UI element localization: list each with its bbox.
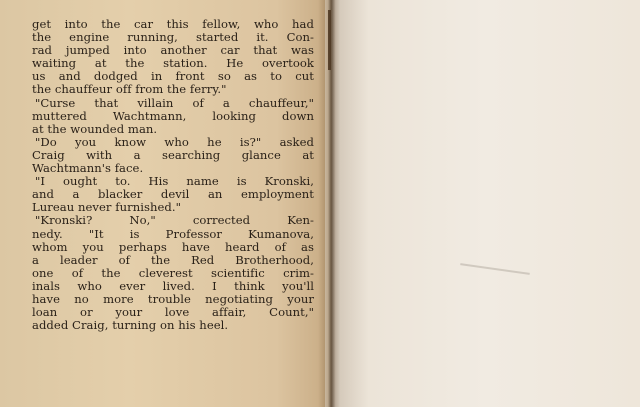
text-line: "Kronski? No," corrected Ken-: [35, 213, 314, 228]
text-line: the chauffeur off from the ferry.": [32, 82, 227, 97]
text-line: added Craig, turning on his heel.: [32, 318, 229, 333]
text-line: nedy. "It is Professor Kumanova,: [32, 226, 314, 241]
text-line: inals who ever lived. I think you'll: [32, 278, 314, 293]
page-text: [32, 18, 314, 332]
text-line: loan or your love affair, Count,": [32, 305, 314, 320]
text-line: us and dodged in front so as to cut: [32, 69, 314, 84]
gutter-crease: [328, 10, 331, 70]
text-line: have no more trouble negotiating your: [32, 291, 314, 306]
text-line: "Do you know who he is?" asked: [35, 134, 314, 149]
text-line: "Curse that villain of a chauffeur,": [35, 95, 314, 110]
text-line: whom you perhaps have heard of as: [32, 239, 314, 254]
text-line: a leader of the Red Brotherhood,: [32, 252, 314, 267]
text-line: muttered Wachtmann, looking down: [32, 108, 314, 123]
text-line: "I ought to. His name is Kronski,: [35, 174, 314, 189]
text-line: Wachtmann's face.: [32, 161, 144, 176]
text-line: Lureau never furnished.": [32, 200, 181, 215]
text-line: rad jumped into another car that was: [32, 43, 314, 58]
text-line: Craig with a searching glance at: [32, 147, 314, 162]
right-page-blank: [332, 0, 640, 407]
text-line: the engine running, started it. Con-: [32, 30, 314, 45]
text-line: and a blacker devil an employment: [32, 187, 314, 202]
text-line: one of the cleverest scientific crim-: [32, 265, 314, 280]
text-line: at the wounded man.: [32, 121, 158, 136]
text-line: waiting at the station. He overtook: [32, 56, 314, 71]
text-line: get into the car this fellow, who had: [32, 17, 314, 31]
